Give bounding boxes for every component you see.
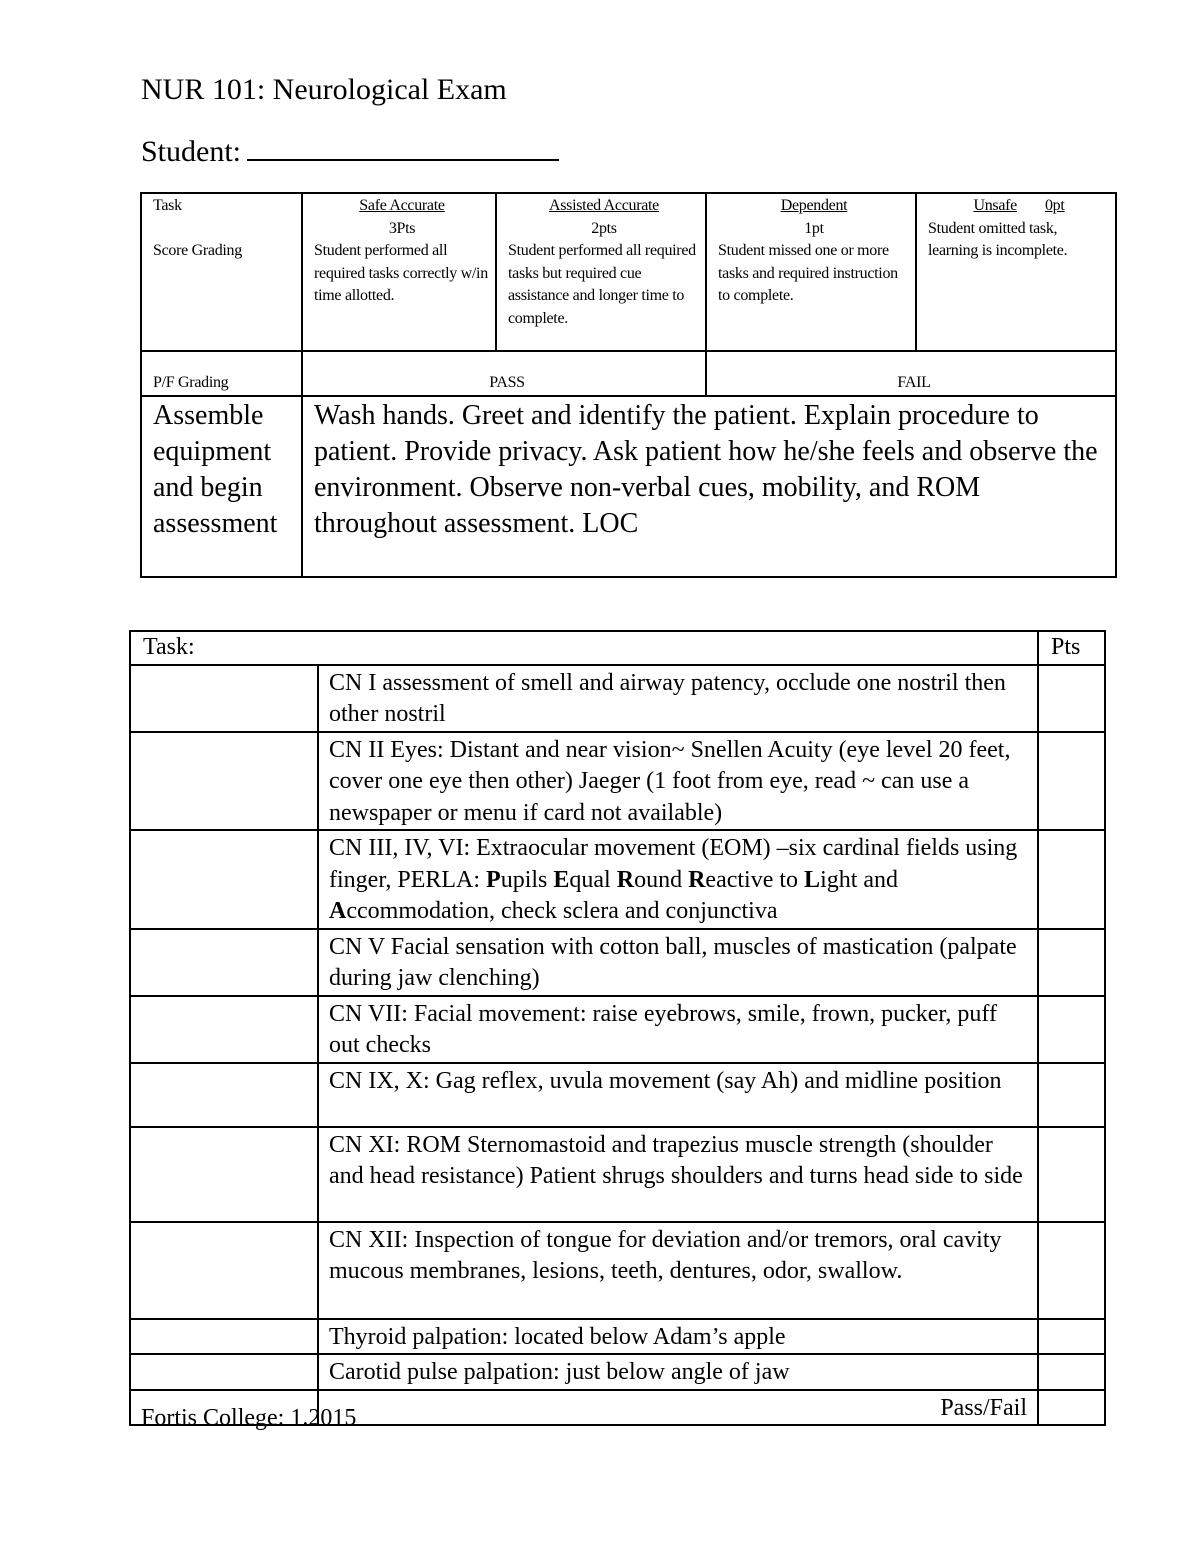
task-description: CN XI: ROM Sternomastoid and trapezius muscle strength (shoulder and head resistance) Patient shrugs shoulders and turns head side to side [318, 1127, 1038, 1222]
task-score-blank[interactable] [130, 996, 318, 1063]
fail-label: FAIL [706, 351, 1116, 396]
task-score-blank[interactable] [130, 665, 318, 732]
pf-grading-label: P/F Grading [141, 351, 302, 396]
level-safe-accurate [302, 193, 496, 351]
table-row [130, 830, 1105, 929]
pass-fail-label: Pass/Fail [318, 1390, 1038, 1426]
task-score-blank[interactable] [130, 1127, 318, 1222]
level-description: Student performed all required tasks but required cue assistance and longer time to complete. [508, 242, 696, 327]
score-grading-label: Score Grading [153, 242, 242, 259]
task-score-blank[interactable] [130, 1354, 318, 1390]
task-score-cell [141, 193, 302, 351]
table-row [130, 1354, 1105, 1390]
level-dependent [706, 193, 916, 351]
level-points: 1pt [804, 219, 824, 237]
task-description: CN IX, X: Gag reflex, uvula movement (say Ah) and midline position [318, 1063, 1038, 1127]
assemble-equipment-text: Wash hands. Greet and identify the patient. Explain procedure to patient. Provide privacy. Ask patient how he/she feels and observe the environment. Observe non-verbal cues, mobility, and ROM throughout assessment. LOC [302, 396, 1116, 577]
level-points: 0pt [1044, 197, 1065, 214]
student-field [141, 133, 559, 170]
pts-blank[interactable] [1038, 830, 1105, 929]
level-points: 3Pts [388, 219, 416, 237]
task-header: Task: [130, 631, 1038, 665]
task-score-blank[interactable] [130, 830, 318, 929]
level-description: Student omitted task, learning is incomplete. [928, 219, 1068, 259]
table-row [130, 996, 1105, 1063]
assemble-equipment-label: Assemble equipment and begin assessment [141, 396, 302, 577]
pts-blank[interactable] [1038, 1127, 1105, 1222]
level-name: Unsafe [973, 197, 1017, 214]
pts-blank[interactable] [1038, 1354, 1105, 1390]
level-name: Assisted Accurate [549, 197, 659, 214]
task-label: Task [153, 197, 182, 214]
footer-text: Fortis College: 1.2015 [141, 1405, 357, 1431]
task-score-blank[interactable] [130, 1222, 318, 1319]
level-points: 2pts [591, 219, 617, 237]
level-name: Dependent [780, 197, 848, 214]
pts-blank[interactable] [1038, 1063, 1105, 1127]
level-unsafe [916, 193, 1116, 351]
level-description: Student missed one or more tasks and required instruction to complete. [718, 242, 898, 304]
pts-blank[interactable] [1038, 1222, 1105, 1319]
page-title: NUR 101: Neurological Exam [141, 73, 507, 106]
pass-fail-blank[interactable] [1038, 1390, 1105, 1426]
task-score-blank[interactable] [130, 732, 318, 831]
pts-blank[interactable] [1038, 996, 1105, 1063]
table-row [130, 1222, 1105, 1319]
table-row [130, 1063, 1105, 1127]
task-checklist-table [129, 630, 1106, 1426]
task-description: CN I assessment of smell and airway patency, occlude one nostril then other nostril [318, 665, 1038, 732]
task-description: CN XII: Inspection of tongue for deviation and/or tremors, oral cavity mucous membranes, lesions, teeth, dentures, odor, swallow. [318, 1222, 1038, 1319]
task-score-blank[interactable] [130, 1063, 318, 1127]
task-description: Thyroid palpation: located below Adam’s apple [318, 1319, 1038, 1355]
pts-header: Pts [1038, 631, 1105, 665]
pts-blank[interactable] [1038, 732, 1105, 831]
task-description: CN II Eyes: Distant and near vision~ Snellen Acuity (eye level 20 feet, cover one eye then other) Jaeger (1 foot from eye, read ~ can use a newspaper or menu if card not available) [318, 732, 1038, 831]
pts-blank[interactable] [1038, 665, 1105, 732]
pts-blank[interactable] [1038, 1319, 1105, 1355]
table-row [130, 1127, 1105, 1222]
table-row [130, 1319, 1105, 1355]
pts-blank[interactable] [1038, 929, 1105, 996]
table-row [130, 732, 1105, 831]
pass-label: PASS [302, 351, 706, 396]
level-description: Student performed all required tasks correctly w/in time allotted. [314, 242, 488, 304]
task-description: Carotid pulse palpation: just below angle of jaw [318, 1354, 1038, 1390]
table-row [130, 929, 1105, 996]
level-name: Safe Accurate [359, 197, 445, 214]
table-row [130, 665, 1105, 732]
student-label: Student: [141, 135, 242, 168]
student-name-blank[interactable] [247, 133, 559, 161]
task-description: CN V Facial sensation with cotton ball, muscles of mastication (palpate during jaw clenching) [318, 929, 1038, 996]
task-description: CN VII: Facial movement: raise eyebrows, smile, frown, pucker, puff out checks [318, 996, 1038, 1063]
task-score-blank[interactable] [130, 929, 318, 996]
task-score-blank[interactable] [130, 1319, 318, 1355]
task-description: CN III, IV, VI: Extraocular movement (EOM) –six cardinal fields using finger, PERLA: Pupils Equal Round Reactive to Light and Accommodation, check sclera and conjunctiva [318, 830, 1038, 929]
rubric-table [140, 192, 1117, 578]
level-assisted-accurate [496, 193, 706, 351]
